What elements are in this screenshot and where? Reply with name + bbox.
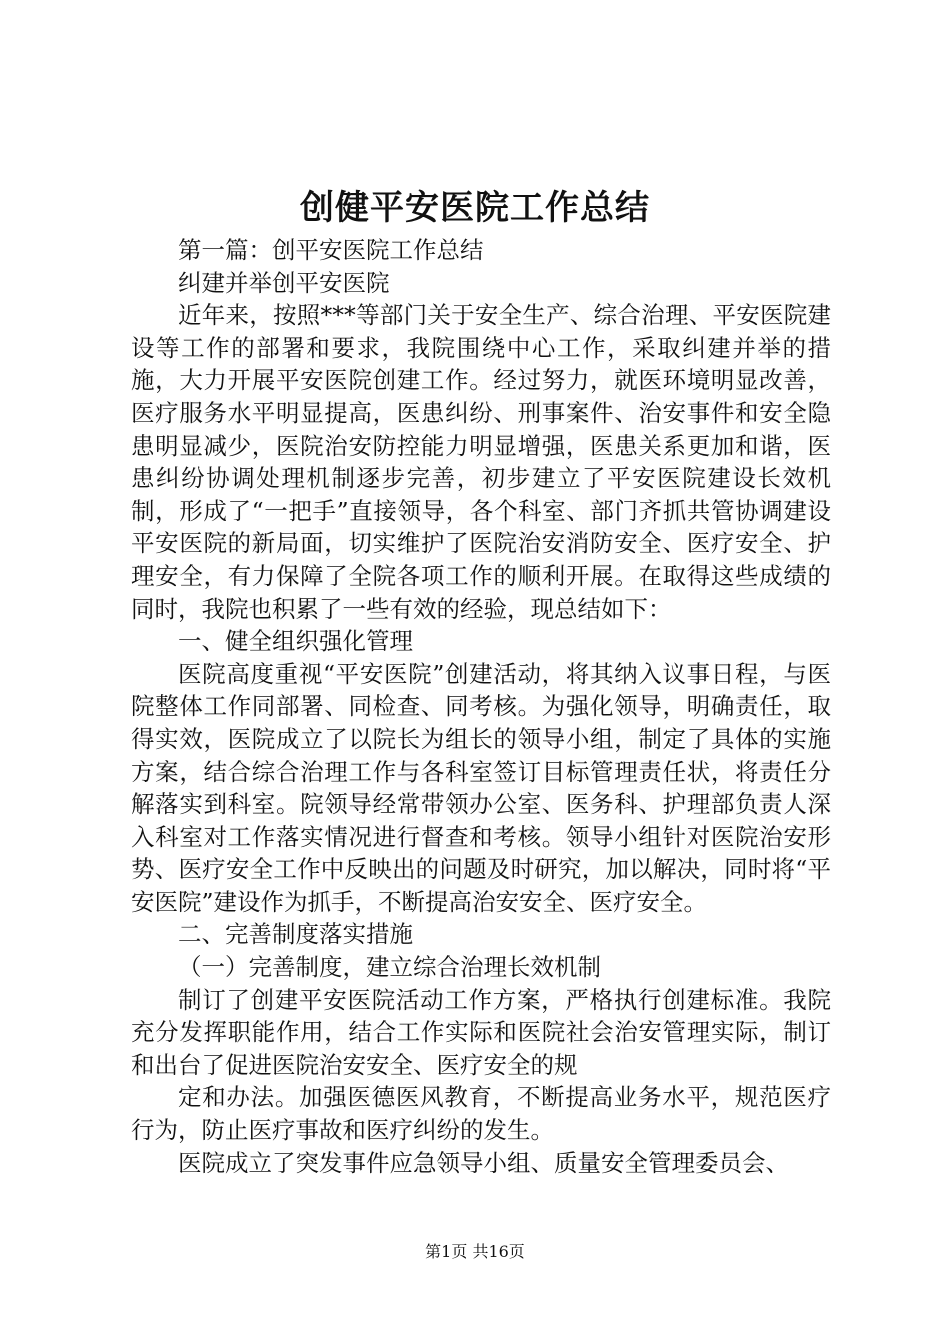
section-heading: 一、健全组织强化管理 xyxy=(178,627,413,656)
section-heading: 二、完善制度落实措施 xyxy=(178,920,413,949)
subsection-heading: （一）完善制度，建立综合治理长效机制 xyxy=(178,953,601,982)
paragraph: 纠建并举创平安医院 xyxy=(178,268,390,297)
document-title: 创健平安医院工作总结 xyxy=(300,188,650,228)
document-body xyxy=(131,234,831,1179)
paragraph: 制订了创建平安医院活动工作方案，严格执行创建标准。我院充分发挥职能作用，结合工作实际和医院社会治安管理实际，制订和出台了促进医院治安安全、医疗安全的规 xyxy=(131,985,831,1079)
paragraph: 近年来，按照***等部门关于安全生产、综合治理、平安医院建设等工作的部署和要求，我院围绕中心工作，采取纠建并举的措施，大力开展平安医院创建工作。经过努力，就医环境明显改善，医疗服务水平明显提高，医患纠纷、刑事案件、治安事件和安全隐患明显减少，医院治安防控能力明显增强，医患关系更加和谐，医患纠纷协调处理机制逐步完善，初步建立了平安医院建设长效机制，形成了“一把手”直接领导，各个科室、部门齐抓共管协调建设平安医院的新局面，切实维护了医院治安消防安全、医疗安全、护理安全，有力保障了全院各项工作的顺利开展。在取得这些成绩的同时，我院也积累了一些有效的经验，现总结如下： xyxy=(131,301,831,623)
paragraph: 第一篇：创平安医院工作总结 xyxy=(178,236,484,264)
paragraph: 医院成立了突发事件应急领导小组、质量安全管理委员会、 xyxy=(178,1148,789,1177)
paragraph: 定和办法。加强医德医风教育，不断提高业务水平，规范医疗行为，防止医疗事故和医疗纠纷的发生。 xyxy=(131,1083,831,1145)
paragraph: 医院高度重视“平安医院”创建活动，将其纳入议事日程，与医院整体工作同部署、同检查、同考核。为强化领导，明确责任，取得实效，医院成立了以院长为组长的领导小组，制定了具体的实施方案，结合综合治理工作与各科室签订目标管理责任状，将责任分解落实到科室。院领导经常带领办公室、医务科、护理部负责人深入科室对工作落实情况进行督查和考核。领导小组针对医院治安形势、医疗安全工作中反映出的问题及时研究，加以解决，同时将“平安医院”建设作为抓手，不断提高治安安全、医疗安全。 xyxy=(131,659,831,916)
page-footer: 第1页 共16页 xyxy=(425,1242,525,1261)
